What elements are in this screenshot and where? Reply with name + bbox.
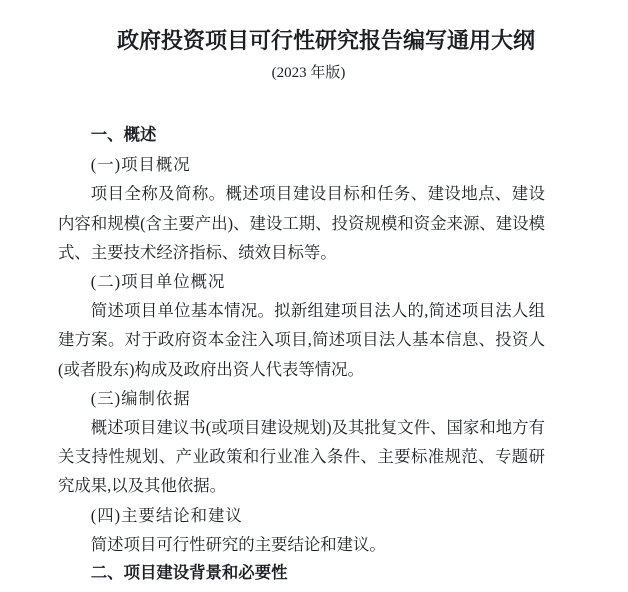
document-subtitle: (2023 年版) <box>271 65 346 81</box>
document-body <box>58 121 545 588</box>
subsection-heading-project-profile: (一)项目概况 <box>90 155 191 175</box>
section-heading-background-necessity: 二、项目建设背景和必要性 <box>90 564 288 583</box>
subsection-heading-compilation-basis: (三)编制依据 <box>90 388 191 408</box>
subsection-heading-project-unit-profile: (二)项目单位概况 <box>90 272 226 292</box>
subsection-body-project-unit-profile: 简述项目单位基本情况。拟新组建项目法人的,简述项目法人组建方案。对于政府资本金注入项目,简述项目法人基本信息、投资人(或者股东)构成及政府出资人代表等情况。 <box>58 301 545 379</box>
subsection-body-main-conclusions: 简述项目可行性研究的主要结论和建议。 <box>90 534 386 554</box>
document-title: 政府投资项目可行性研究报告编写通用大纲 <box>116 28 535 53</box>
section-heading-overview: 一、概述 <box>90 126 157 144</box>
subsection-body-compilation-basis: 概述项目建议书(或项目建设规划)及其批复文件、国家和地方有关支持性规划、产业政策和行业准入条件、主要标准规范、专题研究成果,以及其他依据。 <box>58 418 545 496</box>
subsection-body-project-profile: 项目全称及简称。概述项目建设目标和任务、建设地点、建设内容和规模(含主要产出)、建设工期、投资规模和资金来源、建设模式、主要技术经济指标、绩效目标等。 <box>58 184 545 262</box>
subsection-heading-main-conclusions: (四)主要结论和建议 <box>90 505 243 525</box>
